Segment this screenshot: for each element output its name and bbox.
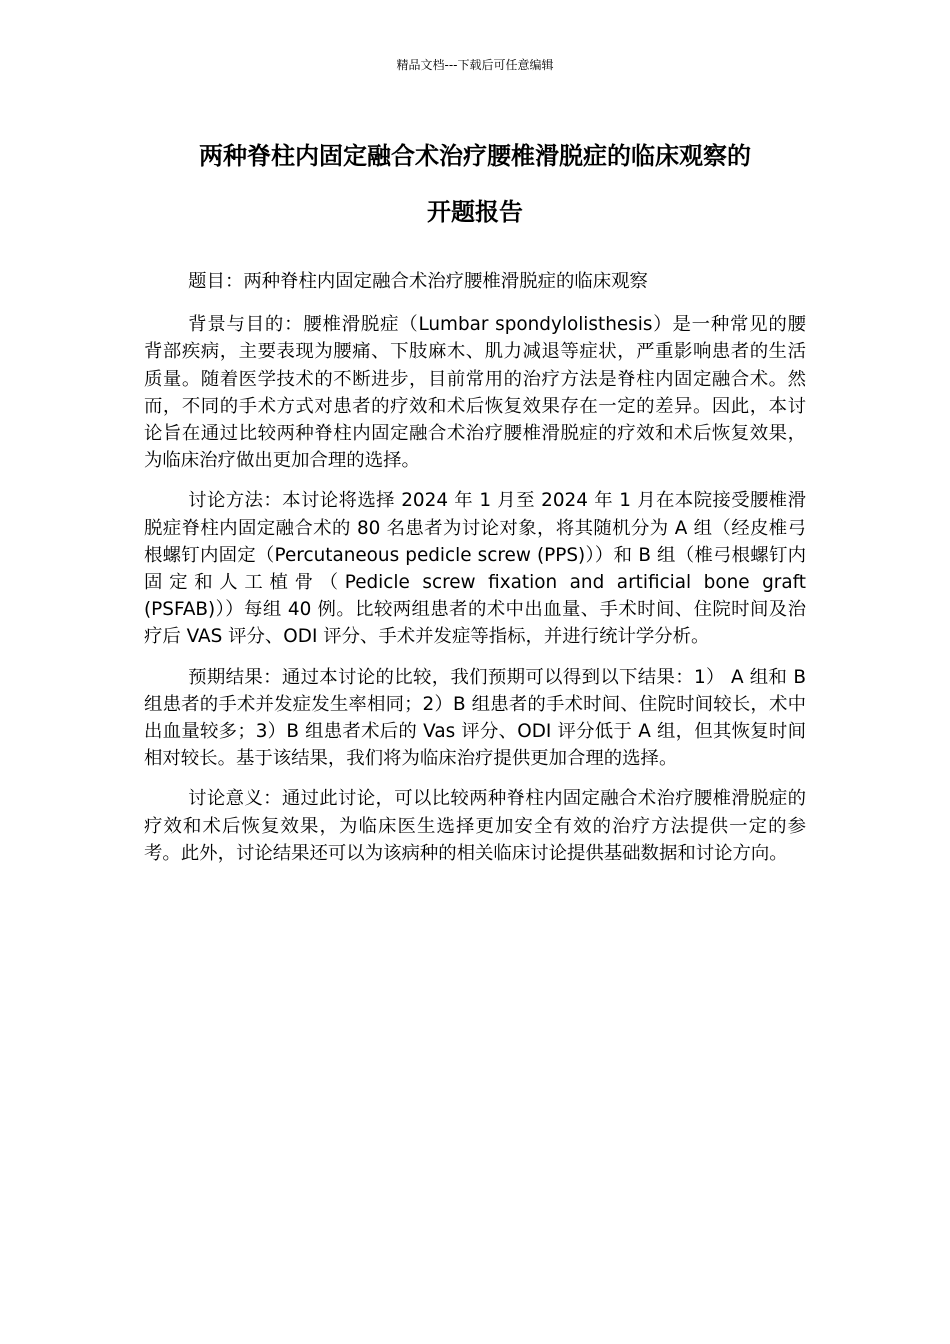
document-title-line-1: 两种脊柱内固定融合术治疗腰椎滑脱症的临床观察的 [199,142,751,170]
header-note: 精品文档---下载后可任意编辑 [396,58,554,72]
expected-results-paragraph: 预期结果：通过本讨论的比较，我们预期可以得到以下结果：1） A 组和 B 组患者的手术并发症发生率相同；2）B 组患者的手术时间、住院时间较长，术中出血量较多；3）B 组患者术后的 Vas 评分、ODI 评分低于 A 组，但其恢复时间相对较长。基于该结果，我们将为临床治疗提供更加合理的选择。 [144,666,806,770]
method-paragraph: 讨论方法：本讨论将选择 2024 年 1 月至 2024 年 1 月在本院接受腰椎滑脱症脊柱内固定融合术的 80 名患者为讨论对象，将其随机分为 A 组（经皮椎弓根螺钉内固定（Percutaneous pedicle screw (PPS)））和 B 组（椎弓根螺钉内固定和人工植骨（Pedicle screw fixation and artificial bone graft (PSFAB)））每组 40 例。比较两组患者的术中出血量、手术时间、住院时间及治疗后 VAS 评分、ODI 评分、手术并发症等指标，并进行统计学分析。 [144,490,806,648]
significance-paragraph: 讨论意义：通过此讨论，可以比较两种脊柱内固定融合术治疗腰椎滑脱症的疗效和术后恢复效果，为临床医生选择更加安全有效的治疗方法提供一定的参考。此外，讨论结果还可以为该病种的相关临床讨论提供基础数据和讨论方向。 [144,788,806,864]
background-paragraph: 背景与目的：腰椎滑脱症（Lumbar spondylolisthesis）是一种常见的腰背部疾病，主要表现为腰痛、下肢麻木、肌力减退等症状，严重影响患者的生活质量。随着医学技术的不断进步，目前常用的治疗方法是脊柱内固定融合术。然而，不同的手术方式对患者的疗效和术后恢复效果存在一定的差异。因此，本讨论旨在通过比较两种脊柱内固定融合术治疗腰椎滑脱症的疗效和术后恢复效果，为临床治疗做出更加合理的选择。 [144,314,806,472]
document-body [144,268,806,880]
document-title [140,128,810,240]
topic-paragraph: 题目：两种脊柱内固定融合术治疗腰椎滑脱症的临床观察 [188,271,648,292]
document-title-line-2: 开题报告 [427,198,523,226]
